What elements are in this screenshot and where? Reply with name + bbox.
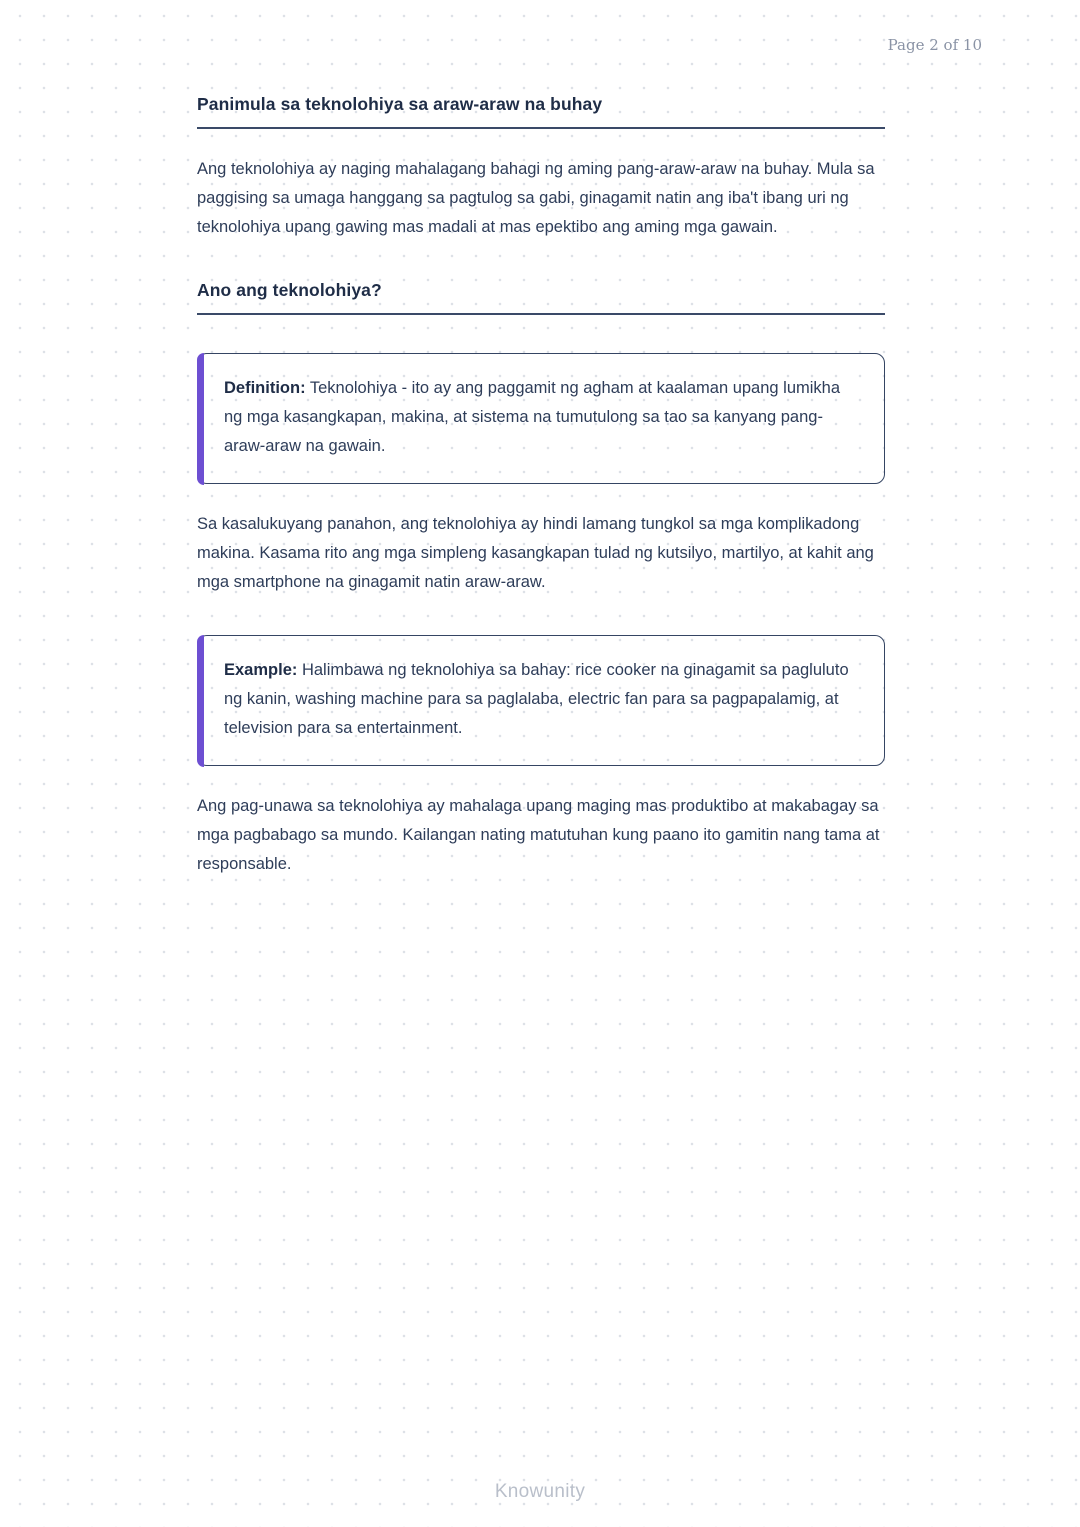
section-heading-ano-ang-teknolohiya: Ano ang teknolohiya?: [197, 280, 382, 300]
callout-accent-bar: [197, 353, 204, 485]
document-content: [197, 94, 885, 879]
closing-paragraph: Ang pag-unawa sa teknolohiya ay mahalaga upang maging mas produktibo at makabagay sa mga pagbabago sa mundo. Kailangan nating matutuhan kung paano ito gamitin nang tama at responsable.: [197, 797, 880, 873]
definition-callout-text: [224, 374, 858, 461]
page-number-indicator: Page 2 of 10: [887, 36, 982, 54]
footer-brand-knowunity: Knowunity: [494, 1481, 586, 1502]
example-callout-text: [224, 656, 858, 743]
intro-paragraph: Ang teknolohiya ay naging mahalagang bahagi ng aming pang-araw-araw na buhay. Mula sa paggising sa umaga hanggang sa pagtulog sa gabi, ginagamit natin ang iba't ibang uri ng teknolohiya upang gawing mas madali at mas epektibo ang aming mga gawain.: [197, 160, 875, 236]
callout-accent-bar: [197, 635, 204, 767]
definition-callout: [197, 353, 885, 484]
section-heading-panimula: Panimula sa teknolohiya sa araw-araw na buhay: [197, 94, 603, 114]
section-panimula: [197, 94, 885, 242]
definition-callout-body: Teknolohiya - ito ay ang paggamit ng agham at kaalaman upang lumikha ng mga kasangkapan, makina, at sistema na tumutulong sa tao sa kanyang pang-araw-araw na gawain.: [224, 379, 841, 455]
section-ano-ang-teknolohiya: [197, 280, 885, 879]
heading-underline: [197, 127, 885, 129]
example-callout-body: Halimbawa ng teknolohiya sa bahay: rice cooker na ginagamit sa pagluluto ng kanin, washing machine para sa paglalaba, electric fan para sa pagpapalamig, at television para sa entertainment.: [224, 661, 849, 737]
middle-paragraph: Sa kasalukuyang panahon, ang teknolohiya ay hindi lamang tungkol sa mga komplikadong makina. Kasama rito ang mga simpleng kasangkapan tulad ng kutsilyo, martilyo, at kahit ang mga smartphone na ginagamit natin araw-araw.: [197, 515, 874, 591]
heading-underline: [197, 313, 885, 315]
example-callout: [197, 635, 885, 766]
example-callout-label: Example:: [224, 661, 298, 679]
definition-callout-label: Definition:: [224, 379, 306, 397]
